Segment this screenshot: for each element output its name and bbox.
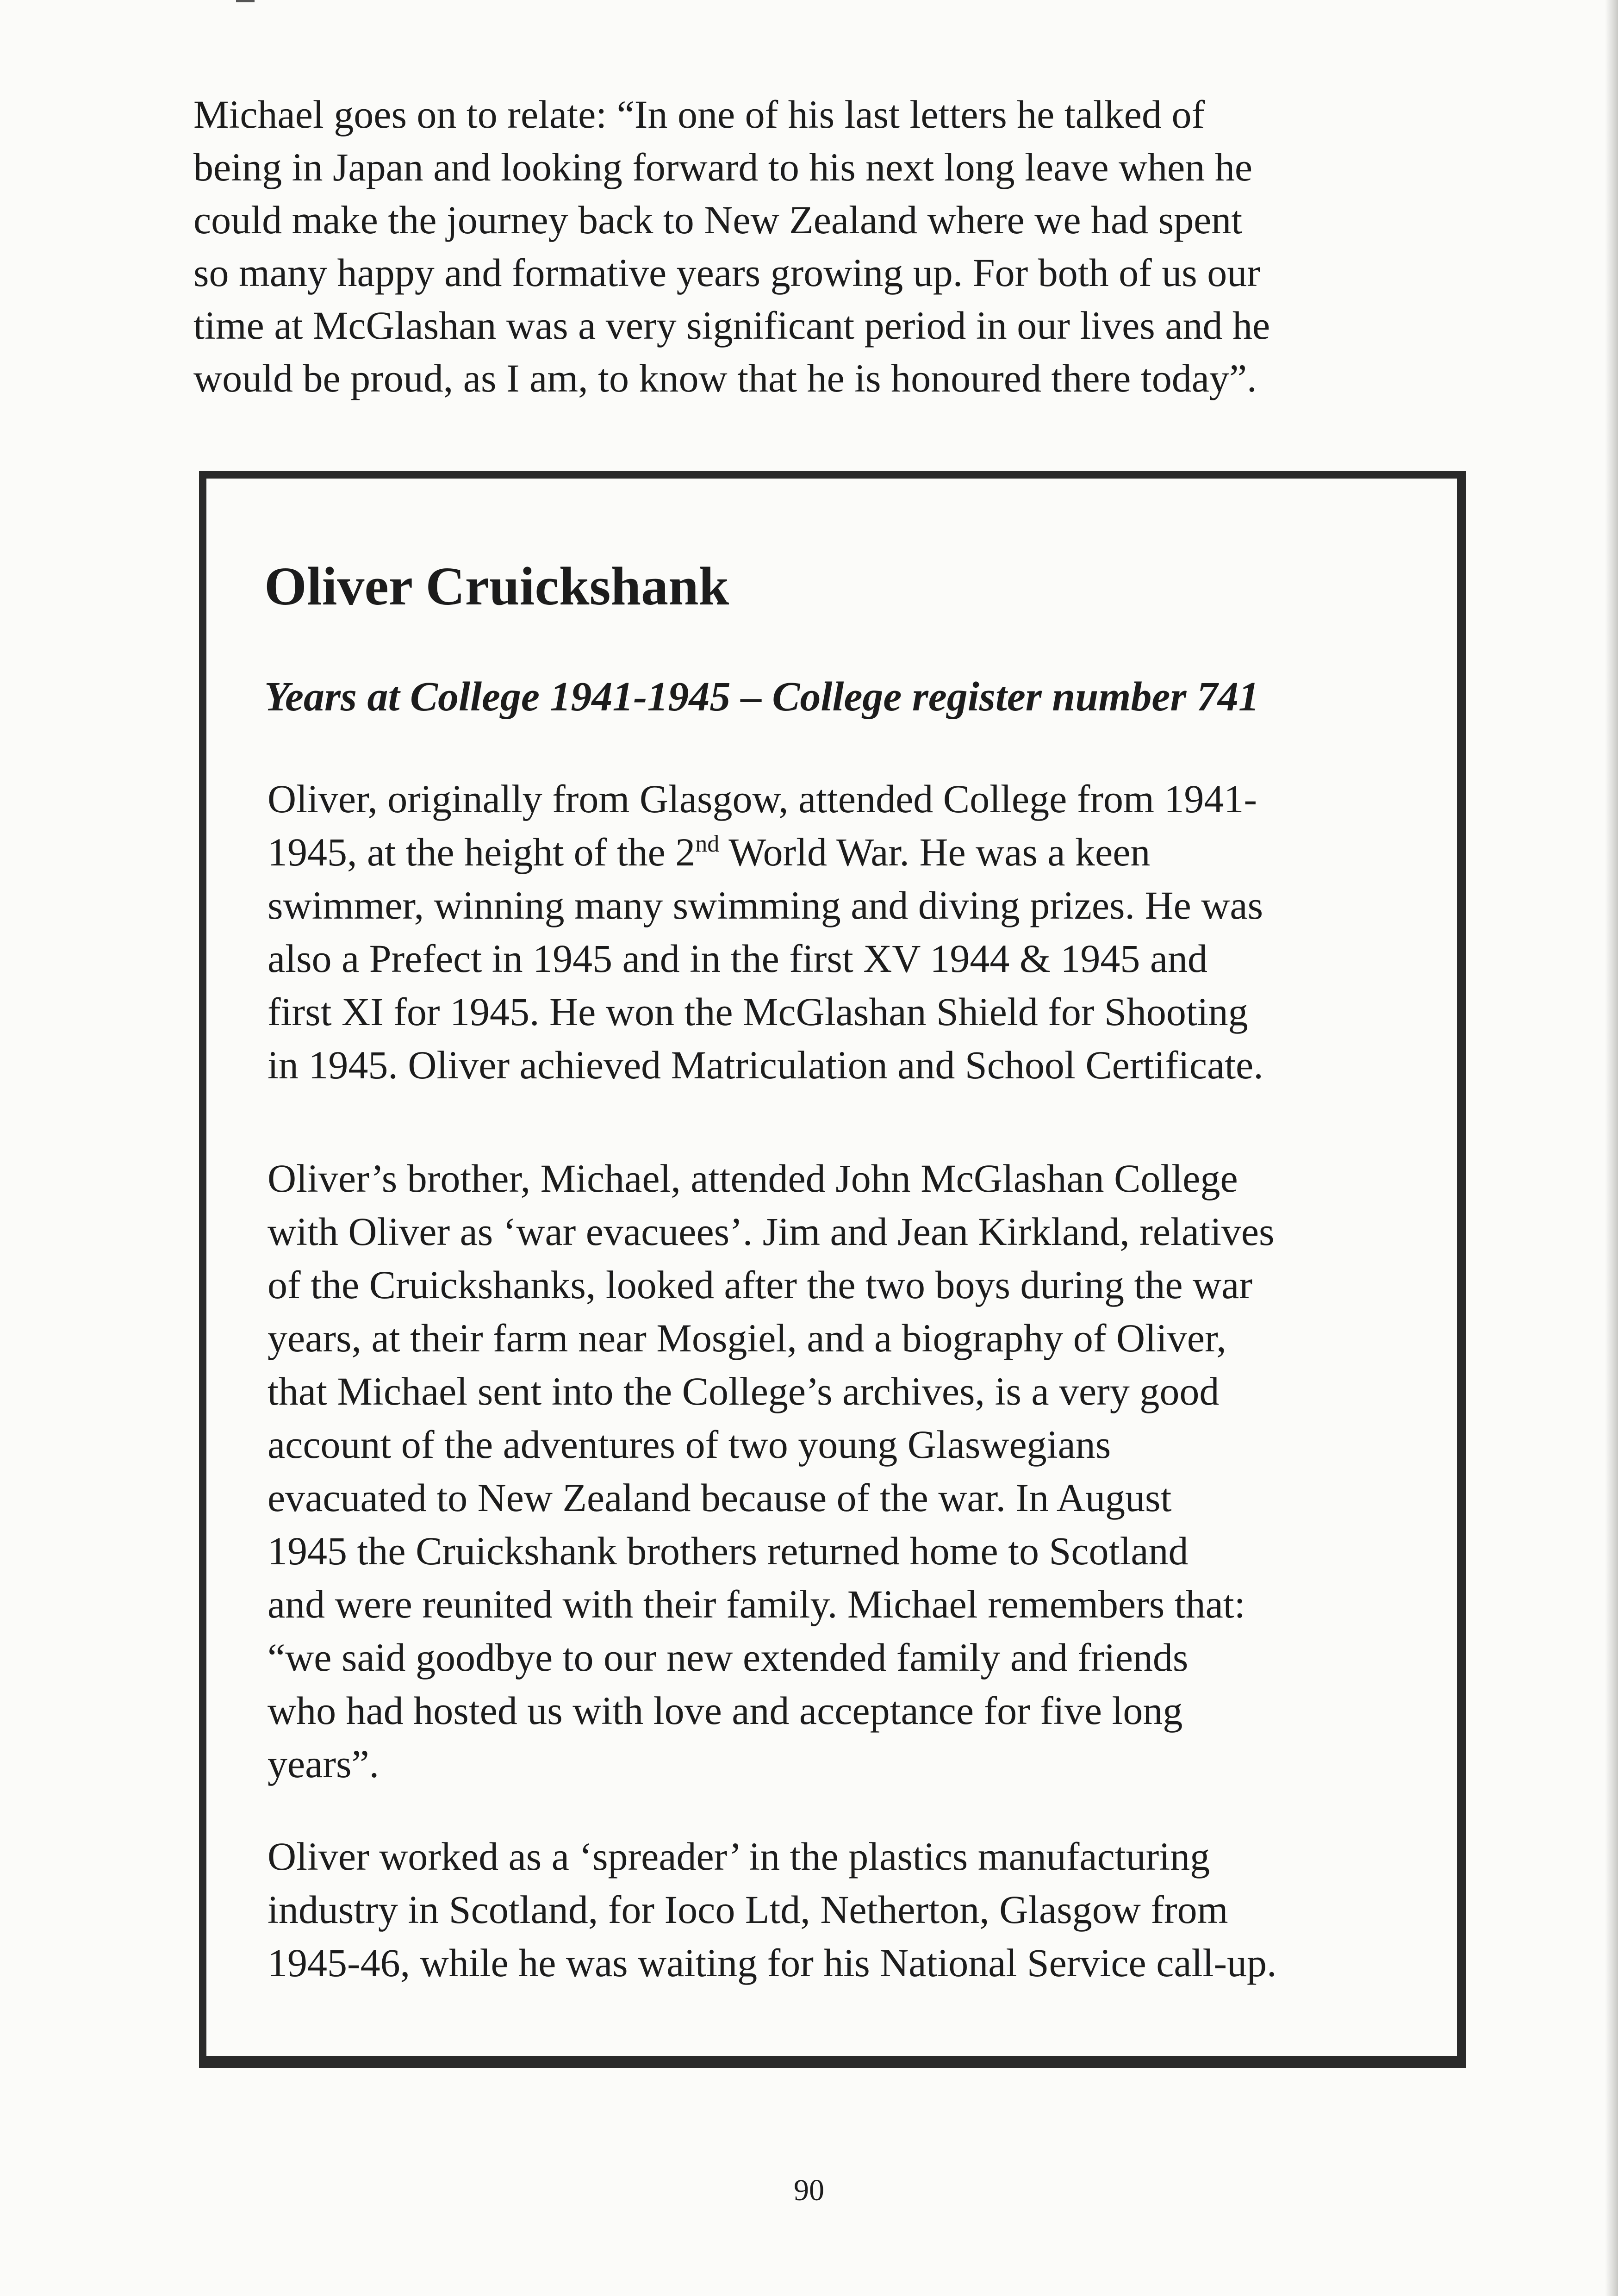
paragraph-line: Oliver worked as a ‘spreader’ in the plastics manufacturing bbox=[268, 1834, 1210, 1879]
ordinal-superscript: nd bbox=[695, 831, 720, 857]
paragraph-line: with Oliver as ‘war evacuees’. Jim and Jean Kirkland, relatives bbox=[268, 1209, 1275, 1254]
profile-paragraph-school bbox=[268, 772, 1263, 1092]
paragraph-line: years, at their farm near Mosgiel, and a biography of Oliver, bbox=[268, 1316, 1226, 1360]
intro-line: being in Japan and looking forward to his next long leave when he bbox=[193, 145, 1252, 189]
paragraph-line bbox=[268, 826, 1263, 879]
paragraph-line: first XI for 1945. He won the McGlashan Shield for Shooting bbox=[268, 989, 1248, 1034]
paragraph-line: 1945 the Cruickshank brothers returned home to Scotland bbox=[268, 1529, 1189, 1573]
intro-line: so many happy and formative years growing up. For both of us our bbox=[193, 250, 1260, 295]
profile-box bbox=[199, 471, 1466, 2068]
paragraph-line: Oliver, originally from Glasgow, attended College from 1941- bbox=[268, 777, 1257, 821]
paragraph-line: swimmer, winning many swimming and diving prizes. He was bbox=[268, 883, 1263, 927]
page-number: 90 bbox=[794, 2173, 824, 2207]
intro-line: Michael goes on to relate: “In one of his last letters he talked of bbox=[193, 92, 1205, 137]
profile-paragraph-evacuees bbox=[268, 1152, 1275, 1791]
paragraph-line: Oliver’s brother, Michael, attended John McGlashan College bbox=[268, 1156, 1238, 1201]
paragraph-line: years”. bbox=[268, 1742, 380, 1786]
line-text: World War. He was a keen bbox=[719, 830, 1151, 874]
paragraph-line: 1945-46, while he was waiting for his National Service call-up. bbox=[268, 1941, 1277, 1985]
intro-line: time at McGlashan was a very significant period in our lives and he bbox=[193, 303, 1270, 348]
line-text: 1945, at the height of the 2 bbox=[268, 830, 696, 874]
paragraph-line: in 1945. Oliver achieved Matriculation and School Certificate. bbox=[268, 1043, 1263, 1087]
paragraph-line: and were reunited with their family. Michael remembers that: bbox=[268, 1582, 1245, 1626]
scan-mark bbox=[236, 0, 255, 2]
paragraph-line: “we said goodbye to our new extended family and friends bbox=[268, 1635, 1189, 1680]
paragraph-line: industry in Scotland, for Ioco Ltd, Netherton, Glasgow from bbox=[268, 1887, 1228, 1932]
paragraph-line: also a Prefect in 1945 and in the first XV 1944 & 1945 and bbox=[268, 936, 1207, 981]
paragraph-line: who had hosted us with love and acceptance for five long bbox=[268, 1688, 1183, 1733]
profile-subtitle: Years at College 1941-1945 – College register number 741 bbox=[264, 674, 1259, 720]
intro-paragraph bbox=[193, 88, 1443, 404]
paragraph-line: evacuated to New Zealand because of the war. In August bbox=[268, 1475, 1172, 1520]
page-edge-shadow bbox=[1605, 0, 1618, 2296]
paragraph-line: that Michael sent into the College’s archives, is a very good bbox=[268, 1369, 1220, 1413]
profile-paragraph-work bbox=[268, 1830, 1277, 1990]
intro-line: would be proud, as I am, to know that he is honoured there today”. bbox=[193, 356, 1257, 400]
profile-name: Oliver Cruickshank bbox=[264, 556, 729, 616]
paragraph-line: account of the adventures of two young Glaswegians bbox=[268, 1422, 1111, 1467]
intro-line: could make the journey back to New Zealand where we had spent bbox=[193, 198, 1243, 242]
paragraph-line: of the Cruickshanks, looked after the two boys during the war bbox=[268, 1263, 1252, 1307]
